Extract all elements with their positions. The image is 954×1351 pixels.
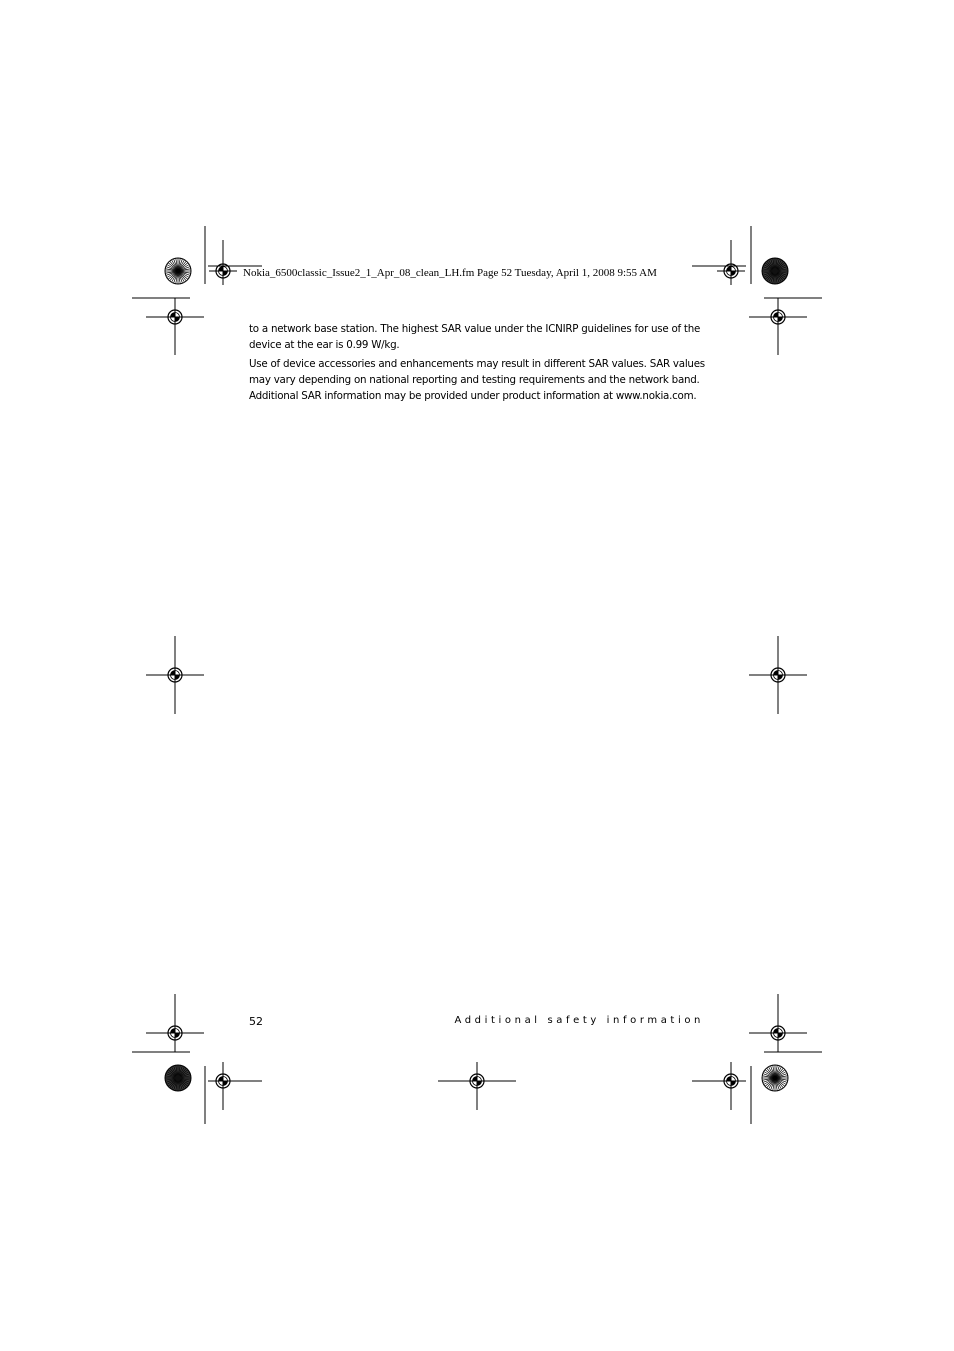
starburst-registration-mark [762,258,788,284]
starburst-registration-mark [165,1065,191,1091]
text-line: Additional SAR information may be provided under product information at www.nokia.com. [249,390,697,402]
running-footer-section-title: Additional safety information [454,1015,704,1026]
starburst-registration-mark [165,258,191,284]
paragraph-sar-accessories [249,356,719,404]
text-line: to a network base station. The highest SAR value under the ICNIRP guidelines for use of the [249,323,701,335]
print-slug-header: Nokia_6500classic_Issue2_1_Apr_08_clean_LH.fm Page 52 Tuesday, April 1, 2008 9:55 AM [243,267,657,279]
page-number: 52 [249,1015,263,1028]
body-text [249,321,719,407]
text-line: device at the ear is 0.99 W/kg. [249,339,400,351]
text-line: Use of device accessories and enhancements may result in different SAR values. SAR values [249,358,705,370]
paragraph-sar-ear [249,321,719,353]
starburst-registration-mark [762,1065,788,1091]
text-line: may vary depending on national reporting and testing requirements and the network band. [249,374,700,386]
